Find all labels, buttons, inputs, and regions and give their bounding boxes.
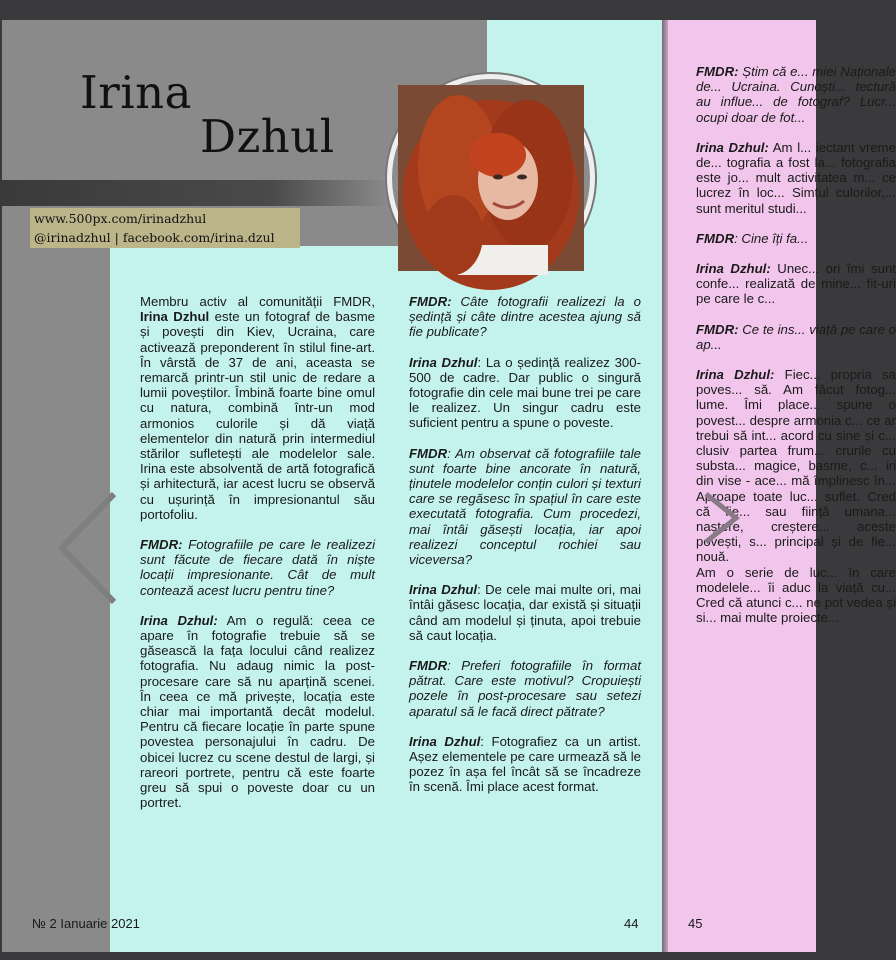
title-first-name: Irina	[80, 66, 192, 119]
grey-margin-strip	[2, 20, 110, 952]
portrait-photo	[387, 74, 595, 282]
portrait-image	[398, 85, 584, 271]
answer-2: Irina Dzhul: La o ședință realizez 300-500 de cadre. Dar public o singură fotografie din cele mai bune trei pe care le realizez. Un singur cadru este suficient pentru a spune o poveste.	[409, 354, 641, 431]
issue-label: № 2 Ianuarie 2021	[32, 916, 140, 931]
right-answer-1: Irina Dzhul: Am l... iectant vreme de... tografia a fost la... fotografia este jo... mult activitatea m... ce lucrez în loc... Simțul culorilor,... sunt meritul studi...	[696, 139, 896, 216]
link-500px[interactable]: www.500px.com/irinadzhul	[34, 211, 207, 226]
right-question-1: FMDR: Știm că e... miei Naționale de... Ucraina. Cunoști... tectură au influe... de fotograf? Lucr... ocupi doar de fot...	[696, 64, 896, 125]
contact-links	[30, 208, 300, 248]
right-question-3: FMDR: Ce te ins... viață pe care o ap...	[696, 321, 896, 352]
right-answer-3: Irina Dzhul: Fiec... propria sa poves... să. Am făcut fotog... lume. Îmi place... spune o povest... despre armonia c... ce ar trebui să int... acord cu sine și c... clusiv partea frum... crurile cu substa... magice, basme, c... iri din vise - ace... mă împlinesc în... Aproape toate luc... suflet. Cred că fie... sau ființă umana... naștere, creștere... aceste povești, s... principal și de fie... nouă.	[696, 367, 896, 565]
article-column-2	[409, 294, 641, 810]
question-1: FMDR: Fotografiile pe care le realizezi sunt făcute de fiecare dată în niște locații impresionante. Cât de mult contează acest lucru pentru tine?	[140, 537, 375, 598]
question-2: FMDR: Câte fotografii realizezi la o ședință și câte dintre acestea ajung să fie publicate?	[409, 294, 641, 340]
right-page	[668, 20, 896, 952]
link-social[interactable]: @irinadzhul | facebook.com/irina.dzul	[34, 230, 275, 245]
prev-page-chevron-icon[interactable]	[50, 488, 122, 608]
answer-4: Irina Dzhul: Fotografiez ca un artist. Așez elementele pe care urmează să le pozez în așa fel încât să se încadreze în scenă. Îmi place acest format.	[409, 733, 641, 795]
answer-3: Irina Dzhul: De cele mai multe ori, mai întâi găsesc locația, dar există și situații când am modelul și ținuta, apoi trebuie să caut locația.	[409, 582, 642, 643]
question-3: FMDR: Am observat că fotografiile tale sunt foarte bine ancorate în natură, ținutele modelelor conțin culori și texturi care se regăsesc în spațiul în care este executată fotografia. Cum procedezi, mai întâi găsești locația, iar apoi realizezi conceptul rochiei sau viceversa?	[409, 445, 641, 568]
page-number-45: 45	[688, 916, 703, 931]
question-4: FMDR: Preferi fotografiile în format pătrat. Care este motivul? Cropuiești pozele în post-procesare sau setezi aparatul să le facă direct pătrate?	[409, 658, 641, 719]
answer-1: Irina Dzhul: Am o regulă: ceea ce apare în fotografie trebuie să se găsească la fața locului când realizez fotografia. Nu adaug nimic la post-procesare care să nu aparțină scenei. În ceea ce mă privește, locația este chiar mai importantă decât modelul. Pentru că fiecare locație în parte spune povestea personajului în cadru. De obicei lucrez cu scene destul de largi, și rareori portrete, pentru că este foarte greu să spui o poveste doar cu un portret.	[140, 612, 375, 811]
article-column-3	[696, 64, 896, 641]
next-page-chevron-icon[interactable]	[702, 488, 742, 548]
right-question-2: FMDR: Cine îți fa...	[696, 230, 809, 246]
intro-paragraph: Membru activ al comunității FMDR, Irina Dzhul este un fotograf de basme și povești din Kiev, Ucraina, care activează preponderent în stilul fine-art. În vârstă de 37 de ani, aceasta se remarcă printr-un stil unic de redare a lumii poveștilor. Îmbină foarte bine omul cu natura, combină într-un mod armonios culorile și dă viață elementelor din natură prin intermediul stărilor sufletești ale modelelor sale. Irina este absolventă de artă fotografică și arhitectură, iar acest lucru se observă cu ușurință în impresionantul său portofoliu.	[140, 294, 376, 522]
page-number-44: 44	[624, 916, 639, 931]
right-paragraph-4: Am o serie de luc... în care modelele... îi aduc la viață cu... Cred că atunci c... ne pot vedea și si... mai multe proiecte...	[696, 564, 896, 626]
right-answer-2: Irina Dzhul: Unec... ori îmi sunt confe... realizată de mine... fit-uri pe care le c...	[696, 261, 896, 307]
header-dark-bar	[2, 180, 388, 206]
title-last-name: Dzhul	[200, 110, 335, 163]
article-column-1	[140, 294, 375, 826]
